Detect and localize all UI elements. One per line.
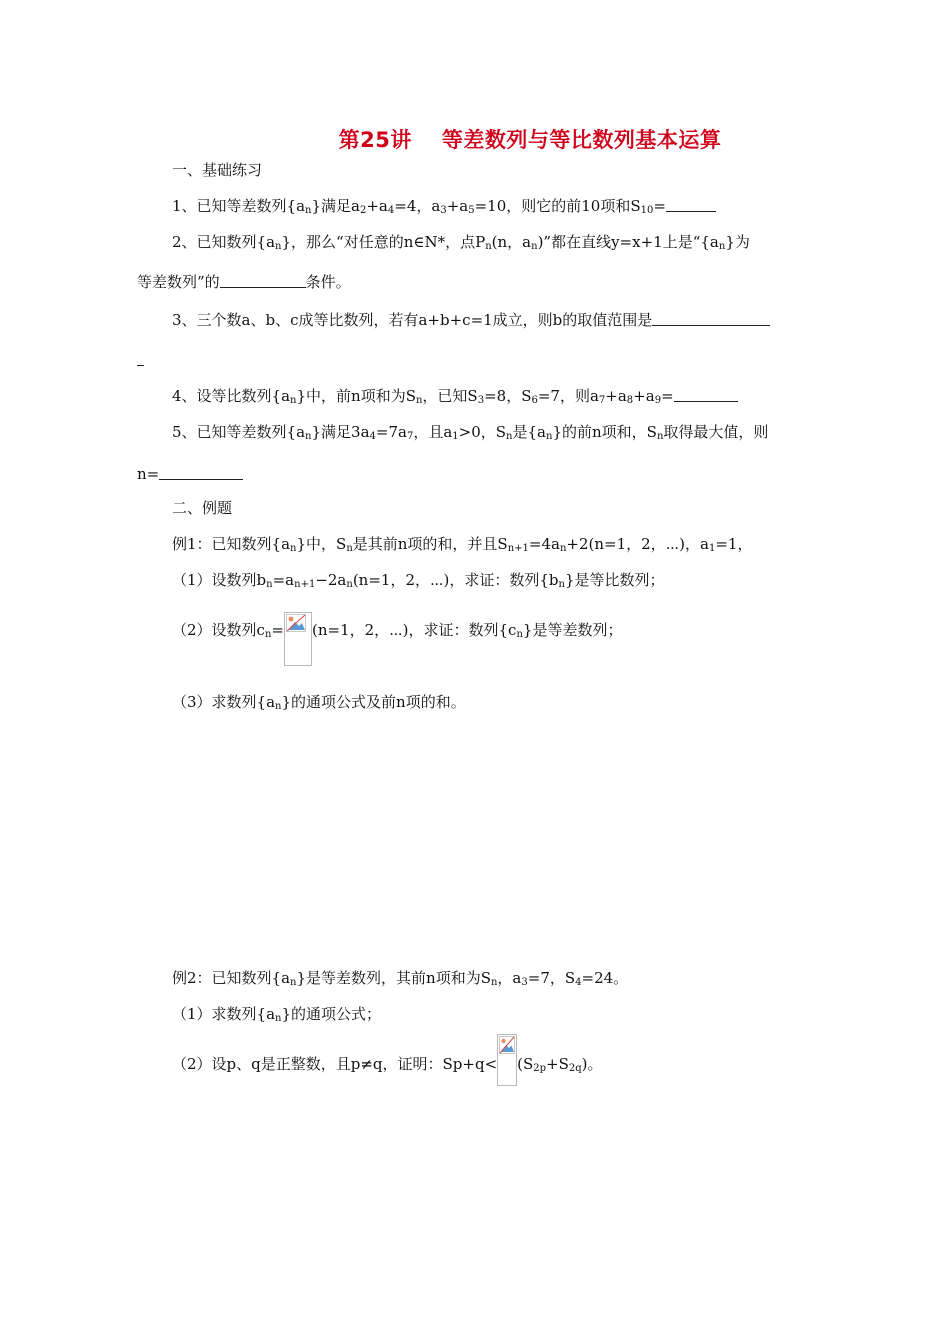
question-5-line-2: n=	[137, 464, 243, 484]
example-1-part-3: （3）求数列$\{a_n\}$的通项公式及前n项的和。	[172, 693, 466, 712]
question-1: 1、已知等差数列$\{a_n\}$满足$a_2+a_4=4$，$a_3+a_5=10$，则它的前10项和$S_{10}=$	[172, 196, 716, 216]
example-1-part-1: （1）设数列$b_n=a_{n+1}-2a_n(n=1$，2，⋯)，求证：数列$\{b_n\}$是等比数列；	[172, 571, 665, 590]
question-2-line-2: 等差数列”的 条件。	[137, 273, 351, 291]
answer-blank[interactable]	[159, 465, 243, 480]
lecture-topic: 等差数列与等比数列基本运算	[441, 128, 722, 152]
question-3: 3、三个数a、b、c成等比数列，若有a+b+c=1成立，则b的取值范围是	[172, 310, 770, 330]
answer-blank[interactable]	[137, 351, 144, 366]
example-2-intro: 例2：已知数列$\{a_n\}$是等差数列，其前n项和为$S_n$，$a_3=7$，$S_4=24$。	[172, 969, 629, 988]
question-3-blank-continuation	[137, 350, 144, 370]
answer-blank[interactable]	[652, 311, 770, 326]
example-1-part-2: （2）设数列$c_n=$ (n=1，2，⋯)，求证：数列$\{c_n\}$是等差数列；	[172, 612, 622, 668]
question-2-line-1: 2、已知数列$\{a_n\}$，那么“对任意的n∈N*，点$P_n(n$，$a_n$)”都在直线y=x+1上是“$\{a_n\}$为	[172, 233, 750, 252]
question-4: 4、设等比数列$\{a_n\}$中，前n项和为$S_n$，已知$S_3=8$，$S_6=7$，则$a_7+a_8+a_9=$	[172, 386, 738, 406]
answer-blank[interactable]	[220, 273, 306, 288]
page-title	[0, 124, 950, 154]
answer-blank[interactable]	[674, 387, 738, 402]
section-heading-basic: 一、基础练习	[172, 161, 263, 179]
lecture-number: 第25讲	[338, 128, 412, 152]
example-2-part-1: （1）求数列$\{a_n\}$的通项公式；	[172, 1005, 382, 1024]
broken-image-icon	[497, 1034, 517, 1086]
example-2-part-2: （2）设p、q是正整数，且p≠q，证明：Sp+q< $(S_{2p}+S_{2q})$。	[172, 1034, 603, 1090]
example-1-intro: 例1：已知数列$\{a_n\}$中，$S_n$是其前n项的和，并且$S_{n+1}=4a_n+2(n=1$，2，⋯)，$a_1=1$，	[172, 535, 753, 554]
answer-blank[interactable]	[666, 197, 716, 212]
broken-image-icon	[284, 612, 312, 666]
question-5-line-1: 5、已知等差数列$\{a_n\}$满足$3a_4=7a_7$，且$a_1>0$，$S_n$是$\{a_n\}$的前n项和，$S_n$取得最大值，则	[172, 423, 769, 442]
section-heading-examples: 二、例题	[172, 499, 233, 517]
